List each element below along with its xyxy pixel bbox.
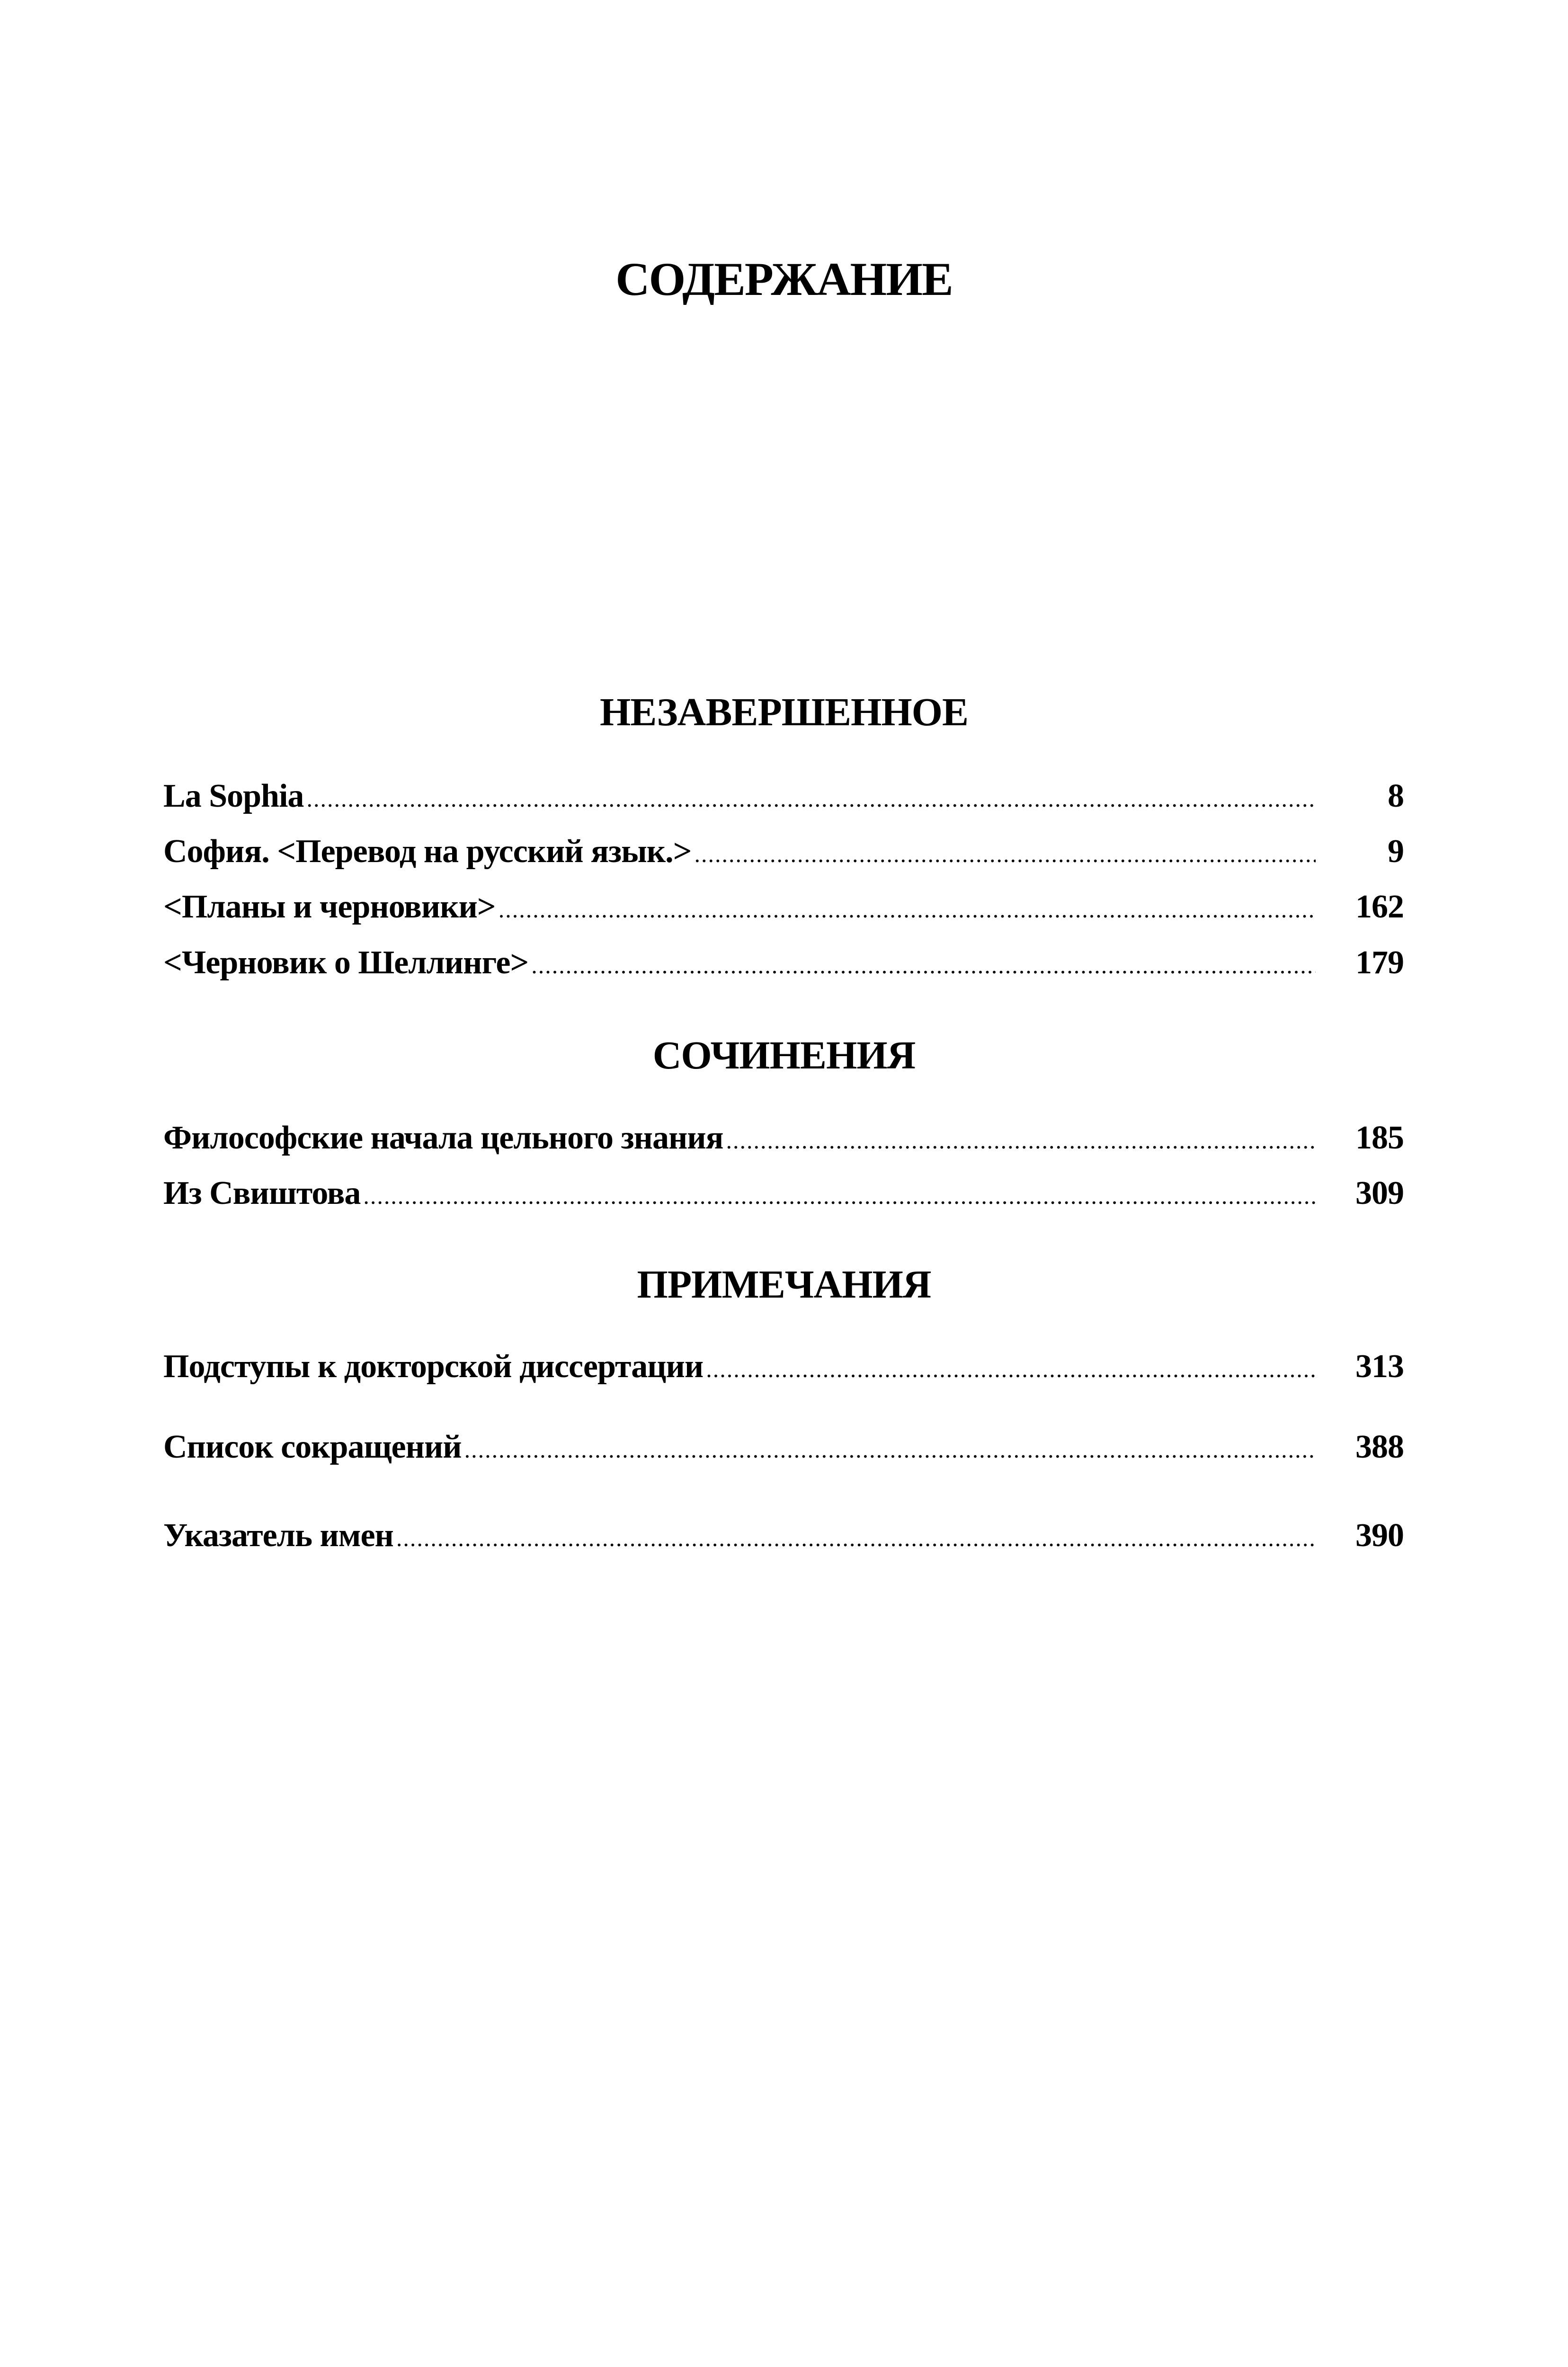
toc-entry[interactable] bbox=[163, 1174, 1404, 1213]
toc-entry-page: 313 bbox=[1355, 1348, 1404, 1385]
toc-entry-label: Философские начала цельного знания bbox=[163, 1120, 723, 1156]
toc-entry[interactable] bbox=[163, 776, 1404, 816]
toc-entry-label: La Sophia bbox=[163, 778, 304, 814]
toc-entry-page: 309 bbox=[1355, 1175, 1404, 1211]
toc-entry-label: Подступы к докторской диссертации bbox=[163, 1348, 704, 1385]
toc-entry-page: 8 bbox=[1388, 778, 1404, 814]
toc-leader-dots bbox=[695, 840, 1316, 868]
toc-entry-page: 179 bbox=[1355, 944, 1404, 981]
toc-entry-page: 185 bbox=[1355, 1120, 1404, 1156]
toc-leader-dots bbox=[464, 1435, 1316, 1464]
toc-entry-page: 162 bbox=[1355, 889, 1404, 925]
toc-entry-label: Список сокращений bbox=[163, 1429, 462, 1465]
toc-leader-dots bbox=[499, 895, 1316, 924]
toc-entry-page: 388 bbox=[1355, 1429, 1404, 1465]
toc-leader-dots bbox=[726, 1126, 1316, 1155]
toc-leader-dots bbox=[396, 1524, 1316, 1552]
toc-leader-dots bbox=[363, 1182, 1316, 1210]
toc-leader-dots bbox=[706, 1355, 1316, 1383]
section-heading-unfinished: НЕЗАВЕРШЕННОЕ bbox=[599, 690, 969, 734]
toc-entry-label: <Планы и черновики> bbox=[163, 889, 496, 925]
toc-entry-page: 390 bbox=[1355, 1517, 1404, 1554]
toc-leader-dots bbox=[531, 951, 1316, 979]
toc-entry-page: 9 bbox=[1388, 833, 1404, 870]
toc-entry-label: Указатель имен bbox=[163, 1517, 393, 1554]
toc-entry[interactable] bbox=[163, 1516, 1404, 1556]
toc-entry-label: <Черновик о Шеллинге> bbox=[163, 944, 529, 981]
toc-entry[interactable] bbox=[163, 943, 1404, 983]
toc-entry[interactable] bbox=[163, 1427, 1404, 1467]
toc-leader-dots bbox=[306, 784, 1316, 813]
section-heading-works: СОЧИНЕНИЯ bbox=[652, 1033, 916, 1077]
toc-entry[interactable] bbox=[163, 887, 1404, 927]
section-heading-notes: ПРИМЕЧАНИЯ bbox=[637, 1263, 931, 1307]
toc-entry-label: София. <Перевод на русский язык.> bbox=[163, 833, 692, 870]
toc-entry-label: Из Свиштова bbox=[163, 1175, 361, 1211]
toc-entry[interactable] bbox=[163, 1347, 1404, 1387]
toc-entry[interactable] bbox=[163, 832, 1404, 872]
page-title: СОДЕРЖАНИЕ bbox=[615, 253, 953, 305]
toc-entry[interactable] bbox=[163, 1118, 1404, 1158]
